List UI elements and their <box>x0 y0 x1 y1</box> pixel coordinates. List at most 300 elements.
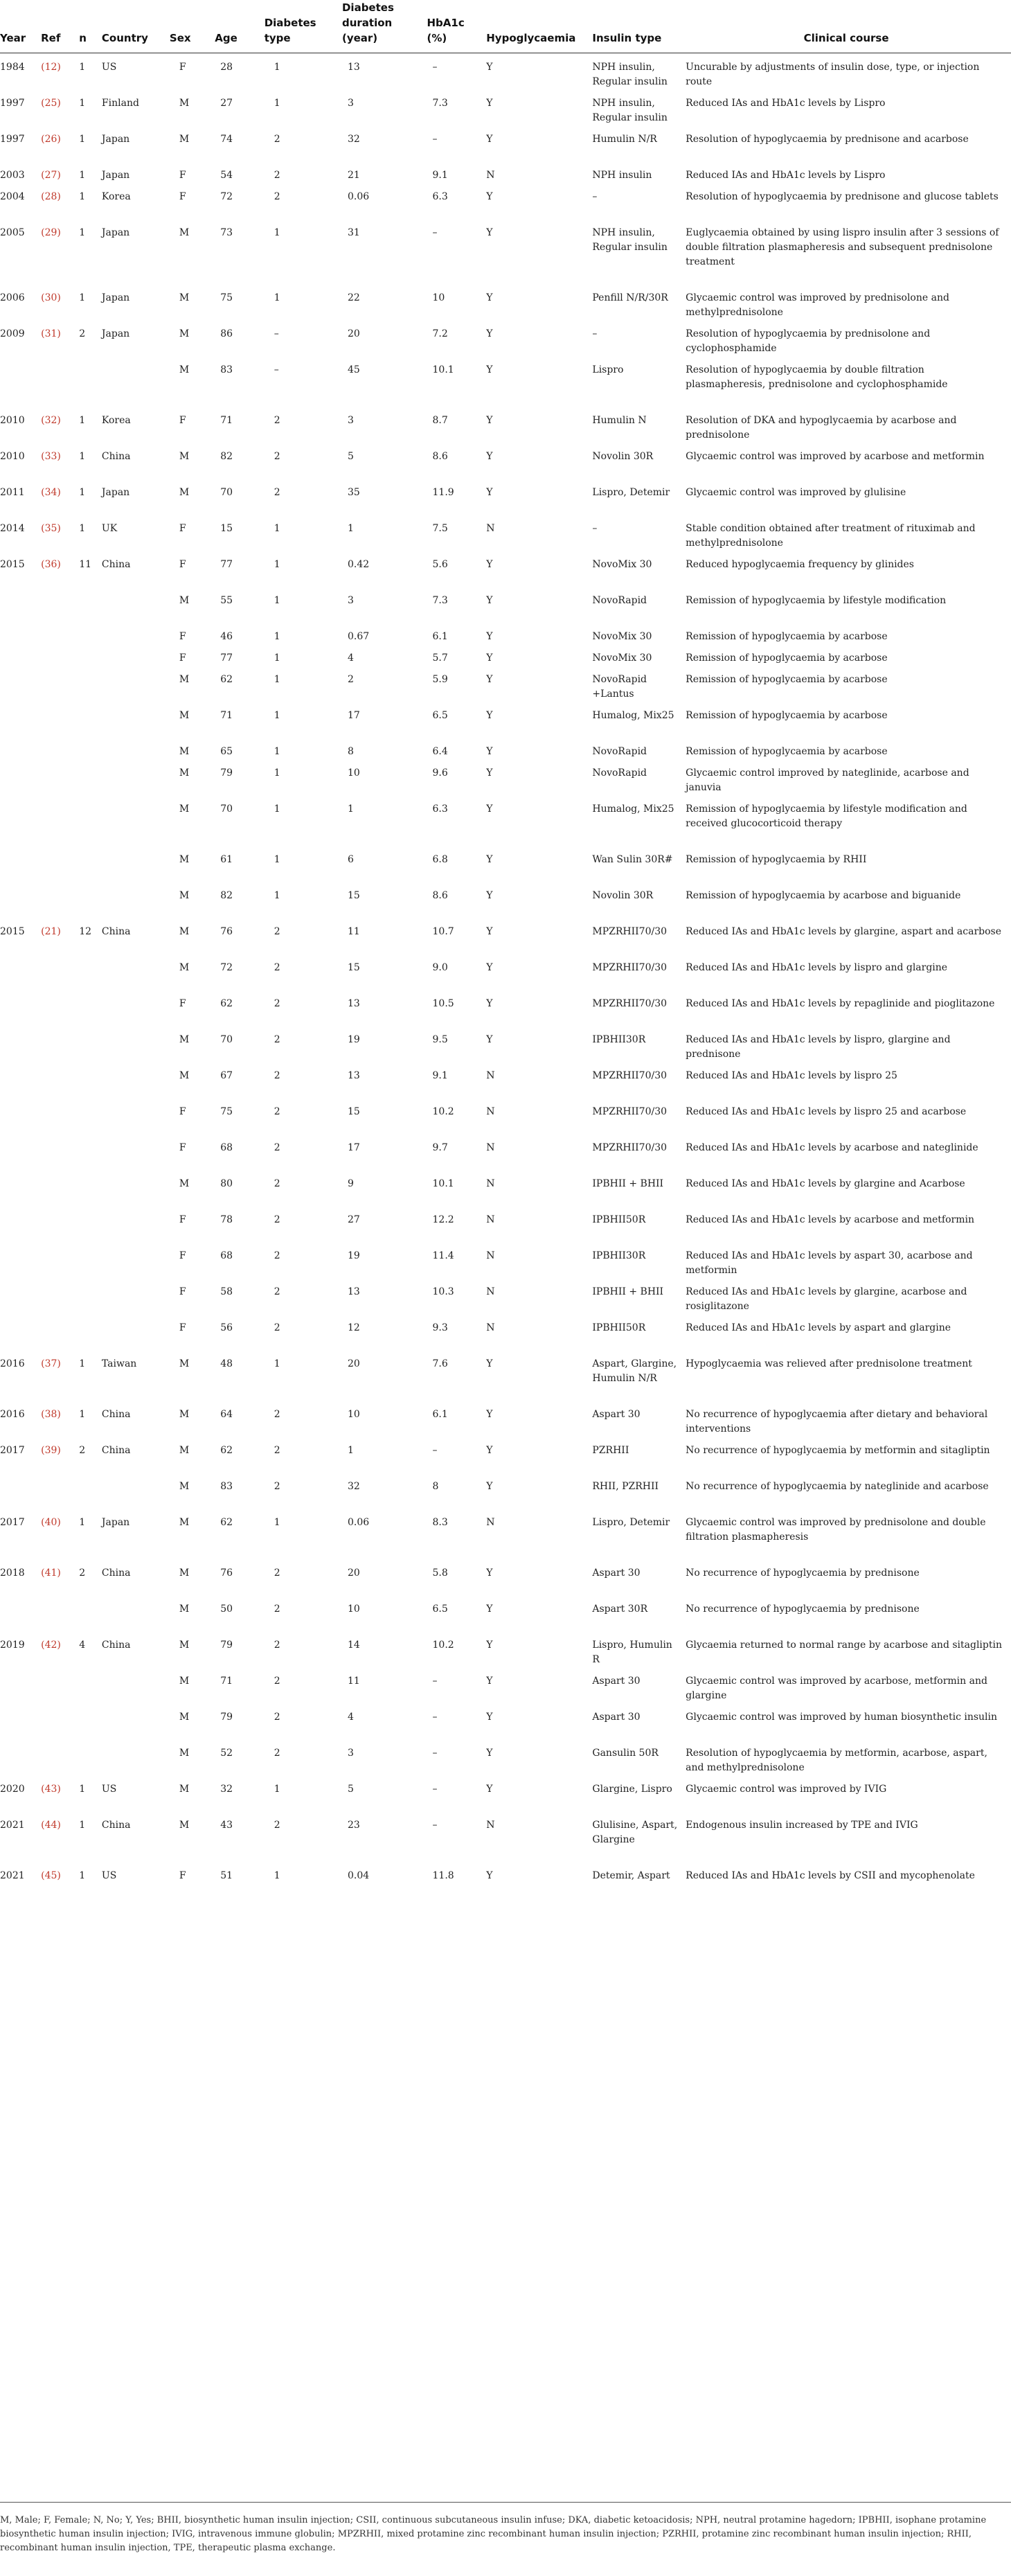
duration-cell: 5 <box>347 1784 354 1795</box>
year-cell: 2009 <box>0 328 25 339</box>
sex-cell: M <box>179 890 190 901</box>
header-insulin-type: Insulin type <box>589 0 683 53</box>
duration-cell: 11 <box>347 926 360 937</box>
insulin-type-cell: Humulin N <box>592 415 647 426</box>
clinical-course-cell: Hypoglycaemia was relieved after prednisolone treatment <box>686 1358 972 1369</box>
hypoglycaemia-cell: N <box>486 1106 495 1117</box>
n-cell: 1 <box>79 170 86 181</box>
duration-cell: 11 <box>347 1676 360 1687</box>
insulin-type-cell: MPZRHII70/30 <box>592 962 668 973</box>
year-cell <box>0 1175 38 1211</box>
hypoglycaemia-cell: Y <box>486 854 493 865</box>
clinical-course-cell: Reduced IAs and HbA1c levels by lispro 25 and acarbose <box>686 1106 967 1117</box>
age-cell: 83 <box>220 364 233 375</box>
diabetes-type-cell: 2 <box>274 1250 280 1261</box>
table-row <box>0 765 1011 801</box>
hba1c-cell: 10.2 <box>432 1640 454 1651</box>
diabetes-type-cell: 1 <box>274 227 280 238</box>
sex-cell: M <box>179 1034 190 1045</box>
diabetes-type-cell: 2 <box>274 134 280 145</box>
sex-cell: F <box>179 191 186 202</box>
clinical-course-cell: No recurrence of hypoglycaemia by prednisone <box>686 1604 920 1615</box>
n-cell: 1 <box>79 62 86 73</box>
hba1c-cell: 6.4 <box>432 746 448 757</box>
country-cell: US <box>101 1784 117 1795</box>
duration-cell: 0.67 <box>347 631 370 642</box>
country-cell <box>99 671 167 707</box>
hba1c-cell: – <box>432 1445 438 1456</box>
table-row <box>0 1637 1011 1673</box>
duration-cell: 0.06 <box>347 1517 370 1528</box>
clinical-course-cell: Reduced IAs and HbA1c levels by glargine, acarbose and rosiglitazone <box>686 1286 967 1312</box>
hypoglycaemia-cell: N <box>486 1517 495 1528</box>
age-cell: 58 <box>220 1286 233 1297</box>
diabetes-type-cell: 1 <box>274 98 280 109</box>
n-cell: 1 <box>79 191 86 202</box>
hypoglycaemia-cell: Y <box>486 1358 493 1369</box>
clinical-course-cell: Glycaemic control was improved by prednisolone and methylprednisolone <box>686 292 949 318</box>
year-cell <box>0 801 38 851</box>
n-cell: 11 <box>79 559 92 570</box>
hypoglycaemia-cell: Y <box>486 328 493 339</box>
header-hba1c: HbA1c (%) <box>424 0 484 53</box>
country-cell: China <box>101 1409 131 1420</box>
hba1c-cell: 12.2 <box>432 1214 454 1225</box>
table-row <box>0 95 1011 131</box>
ref-cell <box>38 1283 76 1320</box>
ref-cell <box>38 743 76 765</box>
year-cell <box>0 1031 38 1067</box>
clinical-course-cell: Reduced IAs and HbA1c levels by lispro, glargine and prednisone <box>686 1034 951 1060</box>
age-cell: 54 <box>220 170 233 181</box>
table-row <box>0 592 1011 628</box>
header-age: Age <box>212 0 261 53</box>
table-row <box>0 1781 1011 1817</box>
country-cell <box>99 1601 167 1637</box>
duration-cell: 12 <box>347 1322 360 1333</box>
hypoglycaemia-cell: Y <box>486 1481 493 1492</box>
ref-cell <box>38 592 76 628</box>
ref-cell: (40) <box>41 1517 61 1528</box>
ref-cell <box>38 1067 76 1103</box>
ref-cell <box>38 1139 76 1175</box>
n-cell <box>76 592 99 628</box>
duration-cell: 15 <box>347 890 360 901</box>
ref-cell <box>38 1601 76 1637</box>
hba1c-cell: 10 <box>432 292 445 303</box>
ref-cell: (25) <box>41 98 61 109</box>
age-cell: 79 <box>220 1640 233 1651</box>
sex-cell: F <box>179 1214 186 1225</box>
clinical-course-cell: Resolution of DKA and hypoglycaemia by acarbose and prednisolone <box>686 415 957 441</box>
n-cell: 2 <box>79 328 86 339</box>
hypoglycaemia-cell: Y <box>486 487 493 498</box>
age-cell: 50 <box>220 1604 233 1615</box>
insulin-type-cell: NPH insulin, Regular insulin <box>592 62 668 87</box>
year-cell: 2011 <box>0 487 25 498</box>
diabetes-type-cell: 2 <box>274 1178 280 1189</box>
hba1c-cell: – <box>432 1820 438 1831</box>
country-cell <box>99 851 167 887</box>
ref-cell <box>38 1175 76 1211</box>
sex-cell: F <box>179 652 186 664</box>
hba1c-cell: 10.1 <box>432 1178 454 1189</box>
table-row <box>0 1406 1011 1442</box>
year-cell <box>0 1067 38 1103</box>
sex-cell: M <box>179 134 190 145</box>
hba1c-cell: 11.4 <box>432 1250 454 1261</box>
hypoglycaemia-cell: Y <box>486 803 493 815</box>
table-row <box>0 851 1011 887</box>
insulin-type-cell: Aspart 30 <box>592 1409 641 1420</box>
diabetes-type-cell: 2 <box>274 1106 280 1117</box>
hba1c-cell: 8.3 <box>432 1517 448 1528</box>
header-n: n <box>76 0 99 53</box>
year-cell <box>0 1745 38 1781</box>
hba1c-cell: – <box>432 1748 438 1759</box>
country-cell <box>99 995 167 1031</box>
table-header <box>0 0 1011 53</box>
country-cell: China <box>101 559 131 570</box>
age-cell: 70 <box>220 487 233 498</box>
hypoglycaemia-cell: Y <box>486 1567 493 1579</box>
clinical-course-cell: Reduced IAs and HbA1c levels by Lispro <box>686 98 886 109</box>
table-row <box>0 1067 1011 1103</box>
n-cell: 1 <box>79 487 86 498</box>
table-row <box>0 1283 1011 1320</box>
insulin-type-cell: Aspart 30 <box>592 1567 641 1579</box>
age-cell: 77 <box>220 652 233 664</box>
hba1c-cell: 5.7 <box>432 652 448 664</box>
n-cell <box>76 1283 99 1320</box>
sex-cell: M <box>179 328 190 339</box>
duration-cell: 0.06 <box>347 191 370 202</box>
n-cell: 1 <box>79 292 86 303</box>
header-ref: Ref <box>38 0 76 53</box>
hba1c-cell: 7.5 <box>432 523 448 534</box>
duration-cell: 0.04 <box>347 1870 370 1881</box>
duration-cell: 4 <box>347 1712 354 1723</box>
sex-cell: F <box>179 170 186 181</box>
country-cell <box>99 1283 167 1320</box>
country-cell <box>99 1103 167 1139</box>
ref-cell: (42) <box>41 1640 61 1651</box>
sex-cell: M <box>179 487 190 498</box>
ref-cell <box>38 1320 76 1356</box>
table-row <box>0 362 1011 412</box>
hypoglycaemia-cell: N <box>486 1214 495 1225</box>
diabetes-type-cell: 1 <box>274 803 280 815</box>
table-row <box>0 743 1011 765</box>
diabetes-type-cell: 2 <box>274 1676 280 1687</box>
insulin-type-cell: NovoRapid <box>592 595 647 606</box>
sex-cell: M <box>179 803 190 815</box>
table-row <box>0 1673 1011 1709</box>
table-row <box>0 520 1011 556</box>
country-cell: Japan <box>101 227 130 238</box>
insulin-type-cell: Penfill N/R/30R <box>592 292 668 303</box>
country-cell <box>99 1031 167 1067</box>
country-cell <box>99 362 167 412</box>
age-cell: 67 <box>220 1070 233 1081</box>
clinical-course-cell: Remission of hypoglycaemia by acarbose <box>686 674 888 685</box>
insulin-type-cell: NPH insulin, Regular insulin <box>592 227 668 253</box>
diabetes-type-cell: 1 <box>274 1517 280 1528</box>
year-cell: 2020 <box>0 1784 25 1795</box>
hba1c-cell: 9.0 <box>432 962 448 973</box>
sex-cell: M <box>179 451 190 462</box>
ref-cell <box>38 851 76 887</box>
country-cell <box>99 1709 167 1745</box>
sex-cell: M <box>179 292 190 303</box>
age-cell: 73 <box>220 227 233 238</box>
sex-cell: M <box>179 1178 190 1189</box>
insulin-type-cell: Lispro, Humulin R <box>592 1640 672 1665</box>
table-row <box>0 628 1011 650</box>
country-cell <box>99 765 167 801</box>
hypoglycaemia-cell: N <box>486 1322 495 1333</box>
duration-cell: 17 <box>347 710 360 721</box>
sex-cell: M <box>179 1481 190 1492</box>
sex-cell: M <box>179 767 190 779</box>
year-cell <box>0 628 38 650</box>
diabetes-type-cell: 1 <box>274 559 280 570</box>
duration-cell: 15 <box>347 962 360 973</box>
diabetes-type-cell: 1 <box>274 62 280 73</box>
table-row <box>0 412 1011 448</box>
hypoglycaemia-cell: Y <box>486 451 493 462</box>
year-cell: 1984 <box>0 62 25 73</box>
year-cell <box>0 671 38 707</box>
sex-cell: F <box>179 1322 186 1333</box>
duration-cell: 1 <box>347 523 354 534</box>
age-cell: 71 <box>220 710 233 721</box>
insulin-type-cell: Lispro, Detemir <box>592 487 670 498</box>
year-cell: 2016 <box>0 1409 25 1420</box>
ref-cell: (44) <box>41 1820 61 1831</box>
duration-cell: 10 <box>347 767 360 779</box>
year-cell <box>0 887 38 923</box>
sex-cell: M <box>179 98 190 109</box>
diabetes-type-cell: 2 <box>274 191 280 202</box>
diabetes-type-cell: – <box>274 364 279 375</box>
age-cell: 56 <box>220 1322 233 1333</box>
duration-cell: 8 <box>347 746 354 757</box>
hba1c-cell: 6.3 <box>432 803 448 815</box>
country-cell: Korea <box>101 415 131 426</box>
insulin-type-cell: MPZRHII70/30 <box>592 1070 668 1081</box>
sex-cell: M <box>179 1784 190 1795</box>
sex-cell: M <box>179 1676 190 1687</box>
sex-cell: M <box>179 854 190 865</box>
sex-cell: M <box>179 1445 190 1456</box>
table-row <box>0 167 1011 188</box>
diabetes-type-cell: 1 <box>274 1358 280 1369</box>
diabetes-type-cell: 2 <box>274 962 280 973</box>
insulin-type-cell: NovoMix 30 <box>592 559 652 570</box>
country-cell: US <box>101 62 117 73</box>
insulin-type-cell: Lispro, Detemir <box>592 1517 670 1528</box>
clinical-course-cell: Remission of hypoglycaemia by acarbose <box>686 710 888 721</box>
ref-cell <box>38 801 76 851</box>
insulin-type-cell: Humulin N/R <box>592 134 657 145</box>
diabetes-type-cell: 2 <box>274 1409 280 1420</box>
year-cell: 2015 <box>0 926 25 937</box>
hypoglycaemia-cell: Y <box>486 191 493 202</box>
n-cell <box>76 765 99 801</box>
n-cell: 1 <box>79 134 86 145</box>
diabetes-type-cell: 1 <box>274 674 280 685</box>
hba1c-cell: 5.9 <box>432 674 448 685</box>
age-cell: 70 <box>220 1034 233 1045</box>
ref-cell <box>38 1031 76 1067</box>
clinical-course-cell: Remission of hypoglycaemia by lifestyle modification and received glucocorticoid therapy <box>686 803 967 829</box>
hba1c-cell: 10.7 <box>432 926 454 937</box>
diabetes-type-cell: 1 <box>274 631 280 642</box>
country-cell: Japan <box>101 170 130 181</box>
age-cell: 52 <box>220 1748 233 1759</box>
hba1c-cell: 6.3 <box>432 191 448 202</box>
clinical-course-cell: Glycaemic control was improved by acarbose and metformin <box>686 451 985 462</box>
clinical-course-cell: No recurrence of hypoglycaemia by prednisone <box>686 1567 920 1579</box>
n-cell <box>76 1175 99 1211</box>
age-cell: 43 <box>220 1820 233 1831</box>
n-cell <box>76 628 99 650</box>
n-cell <box>76 743 99 765</box>
hba1c-cell: 7.3 <box>432 98 448 109</box>
hypoglycaemia-cell: Y <box>486 364 493 375</box>
duration-cell: 0.42 <box>347 559 370 570</box>
country-cell <box>99 1211 167 1247</box>
duration-cell: 10 <box>347 1604 360 1615</box>
hba1c-cell: 10.5 <box>432 998 454 1009</box>
table-row <box>0 1478 1011 1514</box>
age-cell: 62 <box>220 1517 233 1528</box>
clinical-course-cell: Uncurable by adjustments of insulin dose, type, or injection route <box>686 62 980 87</box>
ref-cell <box>38 650 76 671</box>
insulin-type-cell: NovoMix 30 <box>592 631 652 642</box>
duration-cell: 9 <box>347 1178 354 1189</box>
hypoglycaemia-cell: Y <box>486 1870 493 1881</box>
hypoglycaemia-cell: Y <box>486 710 493 721</box>
insulin-type-cell: NovoRapid <box>592 746 647 757</box>
n-cell <box>76 887 99 923</box>
year-cell <box>0 1103 38 1139</box>
duration-cell: 20 <box>347 328 360 339</box>
year-cell: 2018 <box>0 1567 25 1579</box>
diabetes-type-cell: 2 <box>274 1322 280 1333</box>
hypoglycaemia-cell: Y <box>486 98 493 109</box>
clinical-course-cell: Reduced IAs and HbA1c levels by acarbose and metformin <box>686 1214 974 1225</box>
n-cell <box>76 801 99 851</box>
insulin-type-cell: Detemir, Aspart <box>592 1870 670 1881</box>
age-cell: 72 <box>220 191 233 202</box>
header-diabetes-duration: Diabetes duration (year) <box>339 0 424 53</box>
hypoglycaemia-cell: Y <box>486 631 493 642</box>
country-cell: China <box>101 926 131 937</box>
hba1c-cell: 6.1 <box>432 631 448 642</box>
ref-cell: (45) <box>41 1870 61 1881</box>
insulin-type-cell: NovoRapid +Lantus <box>592 674 647 700</box>
diabetes-type-cell: 1 <box>274 523 280 534</box>
diabetes-type-cell: 2 <box>274 415 280 426</box>
diabetes-type-cell: 1 <box>274 595 280 606</box>
hba1c-cell: 7.3 <box>432 595 448 606</box>
age-cell: 68 <box>220 1250 233 1261</box>
table-row <box>0 1601 1011 1637</box>
hba1c-cell: 8.7 <box>432 415 448 426</box>
hypoglycaemia-cell: Y <box>486 1604 493 1615</box>
insulin-type-cell: NovoRapid <box>592 767 647 779</box>
diabetes-type-cell: 1 <box>274 1870 280 1881</box>
clinical-course-cell: Resolution of hypoglycaemia by prednisone and acarbose <box>686 134 969 145</box>
diabetes-type-cell: 1 <box>274 767 280 779</box>
sex-cell: M <box>179 1567 190 1579</box>
insulin-type-cell: MPZRHII70/30 <box>592 1106 668 1117</box>
ref-cell: (26) <box>41 134 61 145</box>
country-cell <box>99 592 167 628</box>
duration-cell: 6 <box>347 854 354 865</box>
sex-cell: M <box>179 227 190 238</box>
sex-cell: F <box>179 631 186 642</box>
clinical-course-cell: Reduced IAs and HbA1c levels by Lispro <box>686 170 886 181</box>
ref-cell: (43) <box>41 1784 61 1795</box>
table-row <box>0 224 1011 290</box>
n-cell <box>76 707 99 743</box>
sex-cell: M <box>179 1517 190 1528</box>
diabetes-type-cell: 2 <box>274 1748 280 1759</box>
sex-cell: M <box>179 926 190 937</box>
table-row <box>0 556 1011 592</box>
clinical-course-cell: Remission of hypoglycaemia by RHII <box>686 854 867 865</box>
sex-cell: F <box>179 1142 186 1153</box>
table-row <box>0 995 1011 1031</box>
diabetes-type-cell: 2 <box>274 1286 280 1297</box>
ref-cell: (28) <box>41 191 61 202</box>
age-cell: 75 <box>220 292 233 303</box>
table-row <box>0 290 1011 326</box>
year-cell: 1997 <box>0 98 25 109</box>
hba1c-cell: – <box>432 1676 438 1687</box>
insulin-type-cell: Aspart, Glargine, Humulin N/R <box>592 1358 677 1384</box>
hypoglycaemia-cell: Y <box>486 134 493 145</box>
hba1c-cell: 9.5 <box>432 1034 448 1045</box>
diabetes-type-cell: 1 <box>274 746 280 757</box>
n-cell <box>76 671 99 707</box>
diabetes-type-cell: 2 <box>274 170 280 181</box>
hypoglycaemia-cell: N <box>486 1070 495 1081</box>
country-cell: Japan <box>101 1517 130 1528</box>
year-cell: 2004 <box>0 191 25 202</box>
clinical-course-cell: Reduced IAs and HbA1c levels by repaglinide and pioglitazone <box>686 998 995 1009</box>
n-cell <box>76 1139 99 1175</box>
header-hypoglycaemia: Hypoglycaemia <box>483 0 589 53</box>
header-year: Year <box>0 0 38 53</box>
n-cell <box>76 959 99 995</box>
year-cell: 2016 <box>0 1358 25 1369</box>
table-row <box>0 188 1011 224</box>
n-cell <box>76 650 99 671</box>
n-cell: 2 <box>79 1445 86 1456</box>
hba1c-cell: 10.1 <box>432 364 454 375</box>
hba1c-cell: 10.2 <box>432 1106 454 1117</box>
clinical-course-cell: Endogenous insulin increased by TPE and IVIG <box>686 1820 918 1831</box>
insulin-type-cell: IPBHII + BHII <box>592 1178 664 1189</box>
hypoglycaemia-cell: Y <box>486 1445 493 1456</box>
hypoglycaemia-cell: Y <box>486 415 493 426</box>
clinical-course-cell: Resolution of hypoglycaemia by prednisone and glucose tablets <box>686 191 999 202</box>
table-row <box>0 650 1011 671</box>
